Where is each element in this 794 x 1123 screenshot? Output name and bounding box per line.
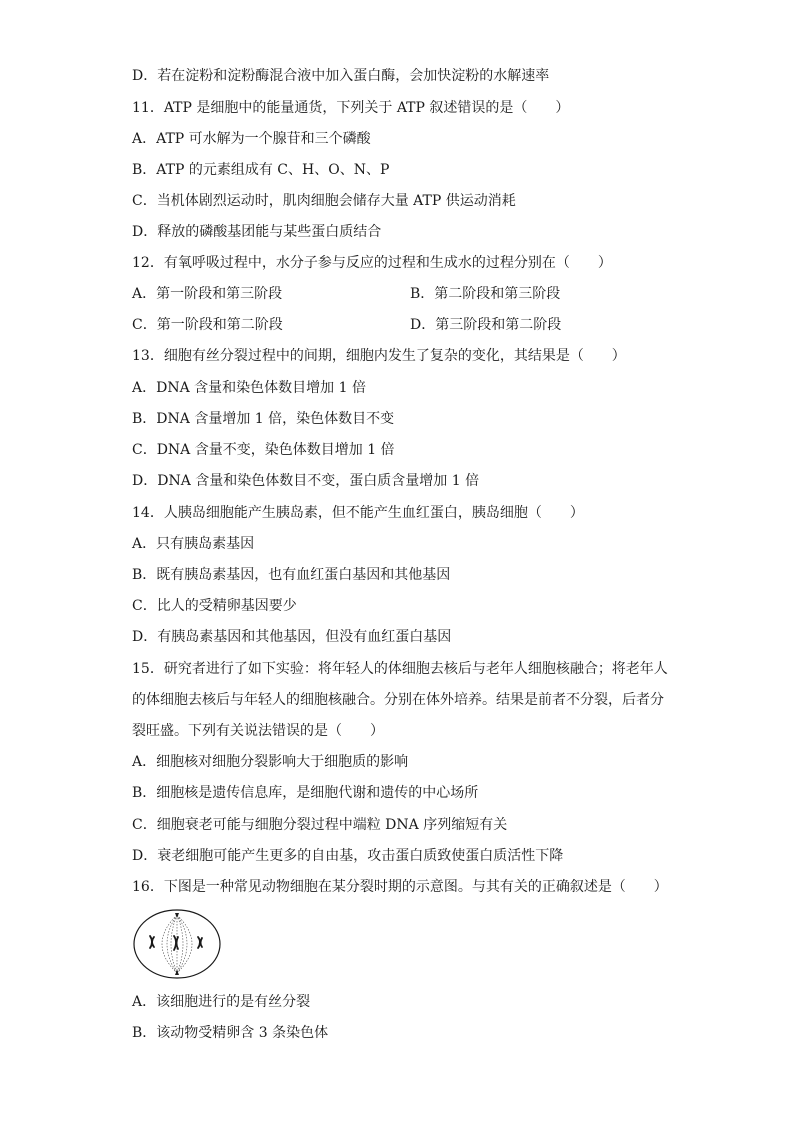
question-15-option-a: A．细胞核对细胞分裂影响大于细胞质的影响 xyxy=(132,754,409,770)
question-13-option-a: A．DNA 含量和染色体数目增加 1 倍 xyxy=(132,380,366,396)
question-12-stem: 12．有氧呼吸过程中，水分子参与反应的过程和生成水的过程分别在（ ） xyxy=(132,255,612,271)
question-15-stem-line-2: 的体细胞去核后与年轻人的细胞核融合。分别在体外培养。结果是前者不分裂，后者分 xyxy=(132,692,664,708)
question-12-option-b: B．第二阶段和第三阶段 xyxy=(410,286,561,302)
question-15-option-b: B．细胞核是遗传信息库，是细胞代谢和遗传的中心场所 xyxy=(132,785,479,801)
question-14-option-b: B．既有胰岛素基因，也有血红蛋白基因和其他基因 xyxy=(132,567,451,583)
question-15-option-c: C．细胞衰老可能与细胞分裂过程中端粒 DNA 序列缩短有关 xyxy=(132,817,508,833)
question-11-option-a: A．ATP 可水解为一个腺苷和三个磷酸 xyxy=(132,131,371,147)
centriole-top xyxy=(175,913,179,918)
question-13-option-d: D．DNA 含量和染色体数目不变，蛋白质含量增加 1 倍 xyxy=(132,473,480,489)
question-13-stem: 13．细胞有丝分裂过程中的间期，细胞内发生了复杂的变化，其结果是（ ） xyxy=(132,348,626,364)
question-12-option-d: D．第三阶段和第二阶段 xyxy=(410,317,562,333)
question-16-option-a: A．该细胞进行的是有丝分裂 xyxy=(132,994,311,1010)
question-14-option-d: D．有胰岛素基因和其他基因，但没有血红蛋白基因 xyxy=(132,629,452,645)
chromosomes xyxy=(150,936,202,950)
centriole-bottom xyxy=(175,970,179,975)
question-15-option-d: D．衰老细胞可能产生更多的自由基，攻击蛋白质致使蛋白质活性下降 xyxy=(132,848,564,864)
cell-division-figure xyxy=(132,908,222,980)
question-12-option-a: A．第一阶段和第三阶段 xyxy=(132,286,283,302)
question-11-stem: 11．ATP 是细胞中的能量通货，下列关于 ATP 叙述错误的是（ ） xyxy=(132,100,570,116)
question-12-option-c: C．第一阶段和第二阶段 xyxy=(132,317,283,333)
question-14-option-a: A．只有胰岛素基因 xyxy=(132,536,255,552)
question-11-option-b: B．ATP 的元素组成有 C、H、O、N、P xyxy=(132,162,390,178)
question-13-option-c: C．DNA 含量不变，染色体数目增加 1 倍 xyxy=(132,442,395,458)
question-16-stem: 16．下图是一种常见动物细胞在某分裂时期的示意图。与其有关的正确叙述是（ ） xyxy=(132,879,668,895)
question-14-stem: 14．人胰岛细胞能产生胰岛素，但不能产生血红蛋白，胰岛细胞（ ） xyxy=(132,505,584,521)
question-11-option-c: C．当机体剧烈运动时，肌肉细胞会储存大量 ATP 供运动消耗 xyxy=(132,193,516,209)
question-11-option-d: D．释放的磷酸基团能与某些蛋白质结合 xyxy=(132,224,382,240)
question-15-stem-line-3: 裂旺盛。下列有关说法错误的是（ ） xyxy=(132,723,384,739)
question-16-option-b: B．该动物受精卵含 3 条染色体 xyxy=(132,1025,329,1041)
question-14-option-c: C．比人的受精卵基因要少 xyxy=(132,598,297,614)
question-15-stem-line-1: 15．研究者进行了如下实验：将年轻人的体细胞去核后与老年人细胞核融合；将老年人 xyxy=(132,661,668,677)
question-13-option-b: B．DNA 含量增加 1 倍，染色体数目不变 xyxy=(132,411,395,427)
question-10-option-d: D．若在淀粉和淀粉酶混合液中加入蛋白酶，会加快淀粉的水解速率 xyxy=(132,68,550,84)
